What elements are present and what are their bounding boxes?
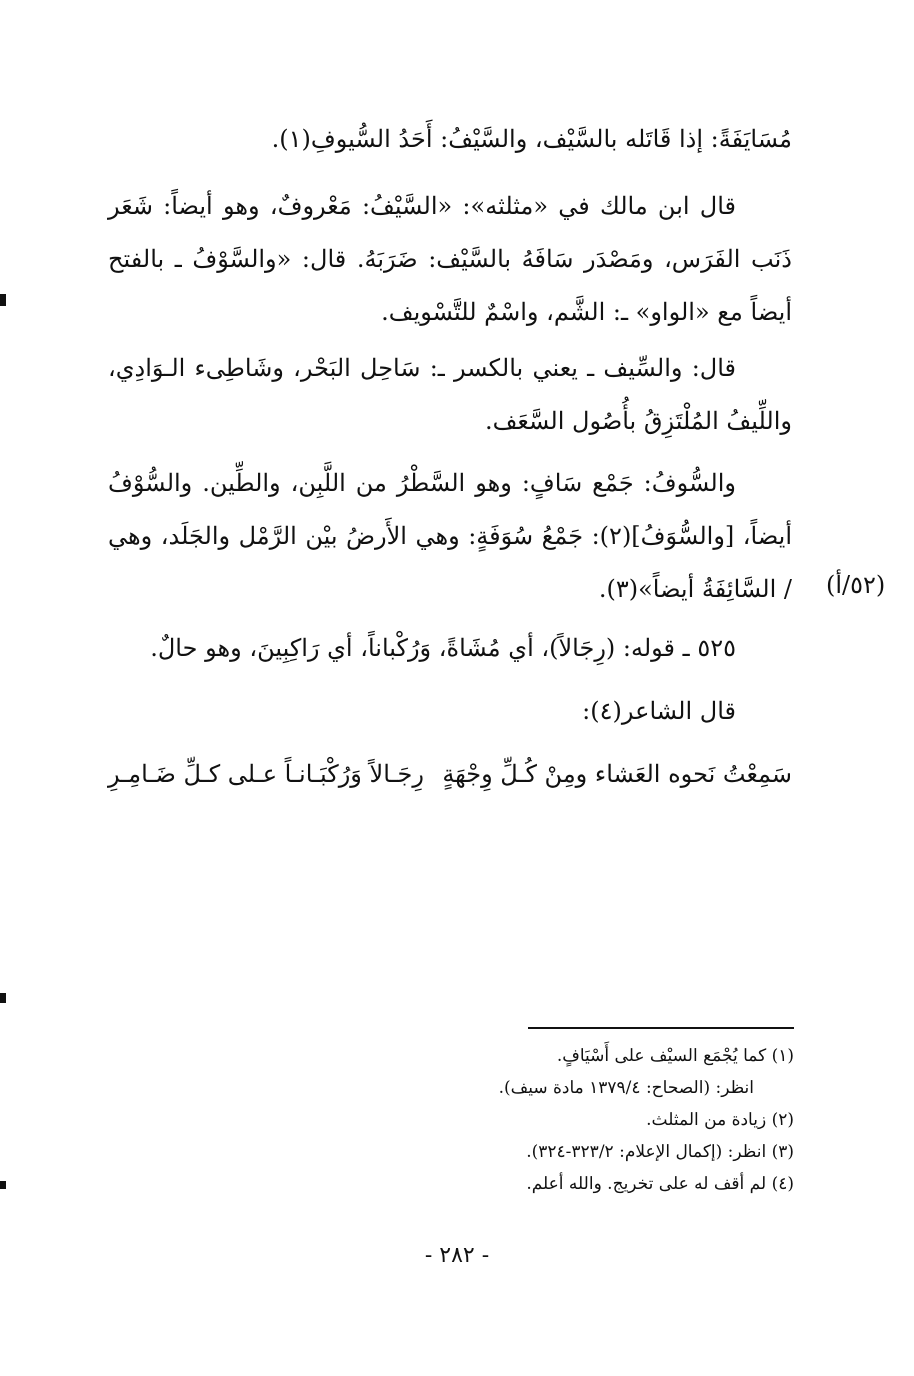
paragraph-suf	[108, 457, 792, 616]
scan-edge-mark	[0, 294, 6, 306]
scan-edge-mark	[0, 1181, 6, 1189]
paragraph-sif	[108, 342, 792, 448]
footnote-1: (١) كما يُجْمَع السيْف على أَسْيَافٍ.	[556, 1046, 794, 1066]
paragraph-entry-525	[108, 622, 792, 675]
footnotes	[374, 1040, 794, 1200]
paragraph-poet-intro	[108, 685, 792, 738]
verse-first-hemistich: سَمِعْتُ نَحوه العَشاء ومِنْ كُـلِّ وِجْهَةٍ	[442, 760, 792, 788]
paragraph-continuation	[108, 113, 792, 166]
footnote-separator	[528, 1027, 794, 1029]
footnote-4: (٤) لم أقف له على تخريج. والله أعلم.	[526, 1174, 794, 1194]
scan-edge-mark	[0, 993, 6, 1003]
footnote-2: (٢) زيادة من المثلث.	[646, 1110, 794, 1130]
paragraph-text: قال الشاعر(٤):	[582, 697, 736, 725]
paragraph-text: قال ابن مالك في «مثلثه»: «السَّيْفُ: مَعْروفٌ، وهو أيضاً: شَعَر ذَنَب الفَرَس، ومَصْدَر سَافَهُ بالسَّيْف: ضَرَبَهُ. قال: «والسَّوْفُ ـ بالفتح أيضاً مع «الواو» ـ: الشَّم، واسْمٌ للتَّسْويف.	[108, 192, 792, 326]
paragraph-text: ٥٢٥ ـ قوله: (رِجَالاً)، أي مُشَاةً، وَرُكْباناً، أي رَاكِبِينَ، وهو حالٌ.	[150, 634, 736, 662]
paragraph-text: قال: والسِّيف ـ يعني بالكسر ـ: سَاحِل البَحْر، وشَاطِىء الـوَادِي، واللِّيفُ المُلْتَزِقُ بأُصُول السَّعَف.	[108, 354, 792, 435]
paragraph-text: والسُّوفُ: جَمْع سَافٍ: وهو السَّطْرُ من اللَّبِن، والطِّين. والسُّوْفُ أيضاً، [والسُّوَفُ](٢): جَمْعُ سُوَفَةٍ: وهي الأَرضُ بيْن الرَّمْل والجَلَد، وهي / السَّائِفَةُ أيضاً»(٣).	[108, 469, 792, 603]
footnote-1-reference: انظر: (الصحاح: ١٣٧٩/٤ مادة سيف).	[498, 1078, 754, 1098]
paragraph-ibn-malik	[108, 180, 792, 339]
verse-second-hemistich: رِجَـالاً وَرُكْبَـانـاً عـلى كـلِّ ضَـامِـرِ	[108, 760, 424, 788]
paragraph-text: مُسَايَفَةً: إذا قَاتَله بالسَّيْف، والسَّيْفُ: أَحَدُ السُّيوفِ(١).	[271, 125, 792, 153]
footnote-3: (٣) انظر: (إكمال الإعلام: ٣٢٣/٢-٣٢٤).	[526, 1142, 794, 1162]
margin-folio-note: (٥٢/أ)	[826, 571, 886, 599]
page-number: - ٢٨٢ -	[424, 1243, 490, 1268]
